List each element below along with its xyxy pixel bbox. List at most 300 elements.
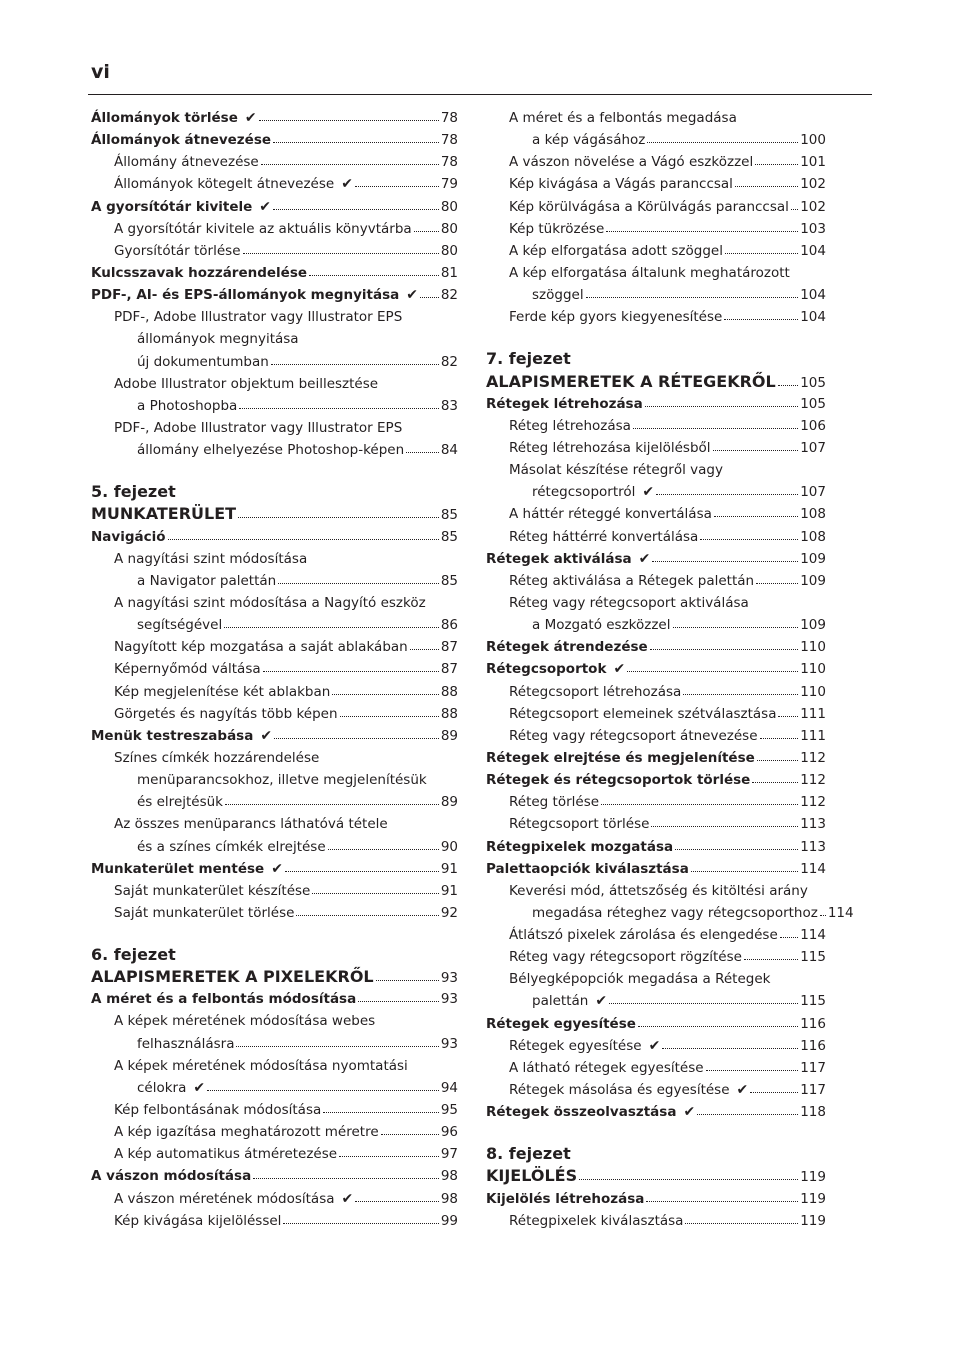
- dot-leader: [339, 1155, 439, 1157]
- dot-leader: [381, 1133, 439, 1135]
- toc-entry-text: Navigáció: [91, 528, 166, 545]
- toc-entry-text: Rétegcsoport törlése: [509, 816, 650, 833]
- toc-entry-text: Kép kivágása a Vágás paranccsal: [509, 176, 733, 193]
- page-number-ref: 85: [440, 528, 458, 545]
- toc-entry-line: [91, 791, 458, 813]
- dot-leader: [332, 693, 438, 695]
- toc-entry-line: [486, 1210, 826, 1232]
- toc-entry-line: [486, 1013, 826, 1035]
- toc-entry-line: [486, 415, 826, 437]
- toc-entry[interactable]: [486, 924, 826, 946]
- toc-entry[interactable]: [91, 129, 458, 151]
- toc-entry-line: [91, 218, 458, 240]
- page-number-ref: 117: [800, 1059, 826, 1076]
- dot-leader: [410, 648, 439, 650]
- chapter-title[interactable]: [486, 371, 826, 393]
- toc-entry-line: [91, 570, 458, 592]
- toc-entry[interactable]: [486, 703, 826, 725]
- toc-entry-text: PDF-, Adobe Illustrator vagy Illustrator EPS: [114, 309, 403, 326]
- page-number-ref: 109: [800, 550, 826, 567]
- chapter-label: 7. fejezet: [486, 349, 571, 369]
- page-number-ref: 100: [800, 132, 826, 149]
- page-number-ref: 98: [440, 1168, 458, 1185]
- page-number-ref: 91: [440, 882, 458, 899]
- dot-leader: [713, 449, 799, 451]
- toc-entry-line: [486, 306, 826, 328]
- toc-entry-line: [486, 218, 826, 240]
- toc-entry-text: Réteg vagy rétegcsoport aktiválása: [509, 594, 749, 611]
- page-number-ref: 119: [800, 1169, 826, 1186]
- page-number-ref: 115: [800, 993, 826, 1010]
- page-number-ref: 95: [440, 1102, 458, 1119]
- toc-entry[interactable]: [486, 196, 826, 218]
- toc-entry[interactable]: [486, 1101, 826, 1123]
- toc-entry-text: A látható rétegek egyesítése: [509, 1059, 704, 1076]
- toc-entry-text: A nagyítási szint módosítása: [114, 550, 308, 567]
- dot-leader: [376, 979, 439, 981]
- toc-entry[interactable]: [91, 1143, 458, 1165]
- page-number-ref: 84: [440, 442, 458, 459]
- page-number-ref: 111: [800, 727, 826, 744]
- page-number-ref: 109: [800, 572, 826, 589]
- toc-entry[interactable]: [486, 415, 826, 437]
- dot-leader: [340, 715, 439, 717]
- checkmark-icon: ✔: [341, 176, 353, 193]
- page-number-ref: 102: [800, 176, 826, 193]
- toc-entry[interactable]: [486, 747, 826, 769]
- toc-entry-text: Másolat készítése rétegről vagy: [509, 462, 723, 479]
- toc-entry[interactable]: [91, 880, 458, 902]
- toc-entry-text: A kép elforgatása általunk meghatározott: [509, 264, 790, 281]
- page-number-ref: 103: [800, 220, 826, 237]
- page-number-ref: 113: [800, 838, 826, 855]
- dot-leader: [673, 626, 799, 628]
- dot-leader: [274, 737, 439, 739]
- toc-entry-text: Rétegek aktiválása: [486, 550, 632, 567]
- page-number-ref: 104: [800, 242, 826, 259]
- toc-entry-text: PDF-, AI- és EPS-állományok megnyitása: [91, 287, 400, 304]
- page-number-ref: 93: [440, 1035, 458, 1052]
- toc-entry[interactable]: [486, 107, 826, 151]
- page-number-ref: 87: [440, 661, 458, 678]
- page-number-ref: 78: [440, 154, 458, 171]
- page-number: vi: [91, 61, 110, 83]
- toc-entry[interactable]: [91, 417, 458, 461]
- page-number-ref: 112: [800, 794, 826, 811]
- page-number-ref: 83: [440, 397, 458, 414]
- dot-leader: [253, 1177, 439, 1179]
- toc-entry[interactable]: [91, 284, 458, 306]
- page-number-ref: 114: [827, 904, 854, 921]
- toc-entry[interactable]: [91, 151, 458, 173]
- toc-entry-line: [486, 262, 826, 284]
- toc-entry-line: [91, 725, 458, 747]
- dot-leader: [263, 670, 439, 672]
- dot-leader: [780, 936, 798, 938]
- page-number-ref: 99: [440, 1212, 458, 1229]
- toc-entry-text: A nagyítási szint módosítása a Nagyító eszköz: [114, 594, 426, 611]
- toc-entry[interactable]: [486, 791, 826, 813]
- chapter-label: 5. fejezet: [91, 482, 176, 502]
- page-number-ref: 111: [800, 705, 826, 722]
- toc-entry-text: Rétegcsoport létrehozása: [509, 683, 682, 700]
- toc-entry-text: A gyorsítótár kivitele az aktuális könyvtárba: [114, 220, 412, 237]
- page-number-ref: 119: [800, 1212, 826, 1229]
- toc-entry[interactable]: [91, 858, 458, 880]
- toc-entry[interactable]: [486, 240, 826, 262]
- toc-entry-text: felhasználásra: [137, 1035, 235, 1052]
- toc-entry-text: Rétegek elrejtése és megjelenítése: [486, 749, 755, 766]
- toc-entry-text: Az összes menüparancs láthatóvá tétele: [114, 816, 388, 833]
- toc-entry[interactable]: [486, 725, 826, 747]
- page-number-ref: 105: [800, 395, 826, 412]
- checkmark-icon: ✔: [260, 727, 273, 744]
- toc-entry-line: [91, 880, 458, 902]
- toc-entry[interactable]: [486, 459, 826, 503]
- toc-entry[interactable]: [91, 306, 458, 372]
- chapter-title[interactable]: [91, 966, 458, 988]
- toc-entry[interactable]: [486, 836, 826, 858]
- toc-entry-text: Görgetés és nagyítás több képen: [114, 705, 338, 722]
- toc-entry[interactable]: [91, 173, 458, 195]
- toc-entry-line: [486, 658, 826, 680]
- page-number-ref: 89: [440, 794, 458, 811]
- checkmark-icon: ✔: [642, 484, 655, 501]
- toc-entry[interactable]: [486, 1035, 826, 1057]
- toc-entry-text: Nagyított kép mozgatása a saját ablakában: [114, 639, 408, 656]
- chapter-label: 6. fejezet: [91, 945, 176, 965]
- page-number-ref: 91: [440, 860, 458, 877]
- toc-entry-line: [486, 725, 826, 747]
- toc-entry-line: [91, 129, 458, 151]
- toc-entry[interactable]: [486, 570, 826, 592]
- dot-leader: [406, 451, 439, 453]
- toc-entry[interactable]: [91, 218, 458, 240]
- toc-entry[interactable]: [486, 526, 826, 548]
- toc-entry-line: [91, 107, 458, 129]
- toc-entry[interactable]: [91, 703, 458, 725]
- toc-entry-text: Réteg létrehozása kijelölésből: [509, 439, 711, 456]
- toc-entry-text: Munkaterület mentése: [91, 860, 265, 877]
- toc-entry-line: [486, 880, 826, 902]
- toc-entry-line: [486, 196, 826, 218]
- toc-entry-text: Saját munkaterület törlése: [114, 904, 295, 921]
- dot-leader: [168, 538, 439, 540]
- page-number-ref: 119: [800, 1190, 826, 1207]
- toc-entry[interactable]: [91, 1055, 458, 1099]
- page-number-ref: 96: [440, 1124, 458, 1141]
- toc-entry[interactable]: [486, 262, 826, 306]
- checkmark-icon: ✔: [271, 860, 283, 877]
- toc-entry-text: Réteg vagy rétegcsoport átnevezése: [509, 727, 758, 744]
- dot-leader: [225, 803, 439, 805]
- toc-entry-line: [486, 107, 826, 129]
- toc-entry-text: A kép automatikus átméretezése: [114, 1146, 338, 1163]
- toc-entry[interactable]: [91, 681, 458, 703]
- toc-entry-line: [486, 681, 826, 703]
- toc-entry[interactable]: [486, 218, 826, 240]
- toc-entry[interactable]: [91, 813, 458, 857]
- toc-entry-line: [91, 526, 458, 548]
- toc-entry[interactable]: [486, 173, 826, 195]
- toc-entry-line: [486, 459, 826, 481]
- dot-leader: [697, 1113, 798, 1115]
- toc-entry-line: [486, 858, 826, 880]
- toc-entry[interactable]: [486, 548, 826, 570]
- toc-entry-text: Keverési mód, áttetszőség és kitöltési arány: [509, 882, 808, 899]
- toc-entry[interactable]: [486, 306, 826, 328]
- dot-leader: [627, 670, 798, 672]
- toc-entry-line: [486, 151, 826, 173]
- toc-entry[interactable]: [486, 946, 826, 968]
- toc-entry-line: [486, 393, 826, 415]
- toc-entry[interactable]: [91, 1099, 458, 1121]
- toc-entry[interactable]: [91, 592, 458, 636]
- chapter-title-text: ALAPISMERETEK A PIXELEKRŐL: [91, 967, 374, 987]
- toc-entry[interactable]: [486, 592, 826, 636]
- toc-entry[interactable]: [486, 769, 826, 791]
- toc-entry[interactable]: [91, 107, 458, 129]
- dot-leader: [606, 230, 798, 232]
- page-number-ref: 88: [440, 705, 458, 722]
- page-number-ref: 93: [440, 970, 458, 987]
- page-number-ref: 108: [800, 528, 826, 545]
- chapter-title-text: MUNKATERÜLET: [91, 504, 237, 524]
- checkmark-icon: ✔: [648, 1037, 661, 1054]
- toc-entry[interactable]: [91, 262, 458, 284]
- dot-leader: [207, 1089, 439, 1091]
- dot-leader: [609, 1002, 798, 1004]
- toc-entry[interactable]: [91, 526, 458, 548]
- toc-entry-line: [486, 1101, 826, 1123]
- toc-entry-line: [91, 614, 458, 636]
- page-number-ref: 82: [440, 353, 458, 370]
- toc-entry[interactable]: [91, 1165, 458, 1187]
- toc-entry[interactable]: [91, 1010, 458, 1054]
- page-number-ref: 113: [800, 816, 826, 833]
- dot-leader: [714, 515, 798, 517]
- page-number-ref: 105: [800, 374, 826, 391]
- toc-entry-text: Kép kivágása kijelöléssel: [114, 1212, 282, 1229]
- toc-entry-text: PDF-, Adobe Illustrator vagy Illustrator EPS: [114, 419, 403, 436]
- page-number-ref: 78: [440, 132, 458, 149]
- toc-entry-line: [486, 284, 826, 306]
- toc-entry-line: [91, 988, 458, 1010]
- toc-entry-line: [91, 1143, 458, 1165]
- toc-entry[interactable]: [486, 1057, 826, 1079]
- page-number-ref: 92: [440, 904, 458, 921]
- page-number-ref: 116: [800, 1037, 826, 1054]
- toc-entry-text: megadása réteghez vagy rétegcsoporthoz: [532, 904, 818, 921]
- toc-entry[interactable]: [91, 548, 458, 592]
- toc-entry[interactable]: [486, 858, 826, 880]
- toc-entry[interactable]: [91, 658, 458, 680]
- toc-right-column: [486, 107, 854, 1232]
- toc-entry-line: [91, 1077, 458, 1099]
- toc-entry-text: Saját munkaterület készítése: [114, 882, 311, 899]
- dot-leader: [650, 648, 799, 650]
- toc-entry-line: [486, 791, 826, 813]
- toc-entry[interactable]: [91, 240, 458, 262]
- page-number-ref: 78: [440, 110, 458, 126]
- toc-entry-line: [486, 946, 826, 968]
- toc-entry[interactable]: [486, 681, 826, 703]
- dot-leader: [757, 759, 798, 761]
- toc-entry[interactable]: [486, 1079, 826, 1101]
- toc-entry[interactable]: [486, 880, 854, 924]
- toc-entry[interactable]: [486, 1210, 826, 1232]
- toc-entry-text: A vászon méretének módosítása: [114, 1190, 335, 1207]
- chapter-title[interactable]: [91, 503, 458, 525]
- page-number-ref: 107: [800, 439, 826, 456]
- dot-leader: [656, 493, 798, 495]
- dot-leader: [358, 1000, 439, 1002]
- toc-entry-line: [486, 1079, 826, 1101]
- toc-entry-line: [91, 681, 458, 703]
- chapter-title-text: ALAPISMERETEK A RÉTEGEKRŐL: [486, 371, 776, 391]
- dot-leader: [755, 163, 798, 165]
- toc-entry-text: A kép elforgatása adott szöggel: [509, 242, 723, 259]
- toc-entry-text: Rétegcsoportok: [486, 661, 607, 678]
- dot-leader: [309, 274, 439, 276]
- toc-entry-text: szöggel: [532, 287, 584, 304]
- toc-entry-text: segítségével: [137, 617, 223, 634]
- toc-entry[interactable]: [486, 813, 826, 835]
- chapter-title-text: KIJELÖLÉS: [486, 1166, 578, 1186]
- page-number-ref: 114: [800, 927, 826, 944]
- dot-leader: [296, 914, 438, 916]
- toc-entry-line: [91, 328, 458, 350]
- toc-entry-text: Állomány átnevezése: [114, 154, 259, 171]
- toc-entry-line: [486, 437, 826, 459]
- toc-entry-text: Kép körülvágása a Körülvágás paranccsal: [509, 198, 789, 215]
- page-number-ref: 114: [800, 860, 826, 877]
- toc-entry-text: a Photoshopba: [137, 397, 238, 414]
- toc-entry[interactable]: [486, 393, 826, 415]
- page-number-ref: 88: [440, 683, 458, 700]
- toc-entry[interactable]: [91, 373, 458, 417]
- toc-entry[interactable]: [486, 437, 826, 459]
- toc-entry[interactable]: [486, 968, 826, 1012]
- toc-entry-line: [91, 548, 458, 570]
- toc-entry-text: Gyorsítótár törlése: [114, 242, 241, 259]
- dot-leader: [724, 318, 798, 320]
- toc-entry[interactable]: [486, 1188, 826, 1210]
- dot-leader: [820, 914, 826, 916]
- checkmark-icon: ✔: [193, 1079, 206, 1096]
- page-number-ref: 110: [800, 661, 826, 678]
- dot-leader: [312, 892, 438, 894]
- dot-leader: [756, 582, 798, 584]
- toc-entry-line: [91, 1010, 458, 1032]
- toc-entry-line: [486, 526, 826, 548]
- dot-leader: [778, 384, 799, 386]
- toc-entry[interactable]: [91, 1188, 458, 1210]
- toc-left-column: [91, 107, 458, 1232]
- toc-entry[interactable]: [486, 658, 826, 680]
- toc-entry-line: [486, 570, 826, 592]
- page-number-ref: 81: [440, 264, 458, 281]
- toc-entry-text: Állományok átnevezése: [91, 132, 272, 149]
- toc-entry-text: Színes címkék hozzárendelése: [114, 749, 320, 766]
- toc-entry-line: [486, 769, 826, 791]
- page-number-ref: 102: [800, 198, 826, 215]
- toc-entry-text: Állományok kötegelt átnevezése: [114, 176, 335, 193]
- toc-entry-line: [486, 836, 826, 858]
- toc-entry[interactable]: [486, 636, 826, 658]
- toc-entry-text: és elrejtésük: [137, 794, 224, 811]
- toc-entry-text: Kijelölés létrehozása: [486, 1190, 645, 1207]
- page-number-ref: 107: [800, 484, 826, 501]
- dot-leader: [243, 252, 439, 254]
- toc-entry[interactable]: [486, 503, 826, 525]
- dot-leader: [271, 363, 439, 365]
- toc-entry-line: [91, 592, 458, 614]
- toc-entry-text: Réteg létrehozása: [509, 417, 631, 434]
- toc-entry-line: [91, 1099, 458, 1121]
- page-number-ref: 109: [800, 617, 826, 634]
- toc-entry[interactable]: [91, 1210, 458, 1232]
- dot-leader: [261, 163, 439, 165]
- toc-entry-line: [486, 592, 826, 614]
- dot-leader: [239, 407, 438, 409]
- chapter-title[interactable]: [486, 1165, 826, 1187]
- toc-entry-text: Képernyőmód váltása: [114, 661, 261, 678]
- toc-entry-line: [486, 503, 826, 525]
- dot-leader: [683, 693, 798, 695]
- toc-entry[interactable]: [91, 1121, 458, 1143]
- toc-entry[interactable]: [486, 1013, 826, 1035]
- toc-entry-line: [91, 351, 458, 373]
- page-number-ref: 94: [440, 1079, 458, 1096]
- toc-entry-text: A vászon növelése a Vágó eszközzel: [509, 154, 754, 171]
- toc-entry-line: [486, 990, 826, 1012]
- toc-entry-text: a Mozgató eszközzel: [532, 617, 671, 634]
- page-number-ref: 108: [800, 506, 826, 523]
- toc-entry-text: állományok megnyitása: [137, 331, 299, 348]
- toc-entry[interactable]: [91, 988, 458, 1010]
- dot-leader: [586, 296, 799, 298]
- toc-entry-text: és a színes címkék elrejtése: [137, 838, 326, 855]
- toc-entry-text: Kulcsszavak hozzárendelése: [91, 264, 308, 281]
- toc-entry-line: [91, 173, 458, 195]
- dot-leader: [791, 208, 798, 210]
- toc-entry-line: [486, 636, 826, 658]
- toc-entry-line: [91, 1210, 458, 1232]
- toc-entry-text: célokra: [137, 1079, 187, 1096]
- dot-leader: [662, 1047, 798, 1049]
- toc-entry[interactable]: [91, 902, 458, 924]
- page-number-ref: 112: [800, 772, 826, 789]
- toc-entry-text: Rétegek összeolvasztása: [486, 1104, 677, 1121]
- toc-entry[interactable]: [91, 196, 458, 218]
- dot-leader: [652, 560, 798, 562]
- dot-leader: [725, 252, 798, 254]
- dot-leader: [355, 1200, 439, 1202]
- toc-entry-line: [91, 1165, 458, 1187]
- toc-entry[interactable]: [91, 747, 458, 813]
- toc-entry-text: rétegcsoportról: [532, 484, 636, 501]
- dot-leader: [647, 141, 798, 143]
- page-number-ref: 118: [800, 1104, 826, 1121]
- toc-entry-line: [91, 836, 458, 858]
- toc-entry-text: Rétegek egyesítése: [509, 1037, 642, 1054]
- toc-entry-text: Menük testreszabása: [91, 727, 254, 744]
- dot-leader: [414, 230, 439, 232]
- toc-entry[interactable]: [486, 151, 826, 173]
- toc-entry[interactable]: [91, 725, 458, 747]
- toc-entry[interactable]: [91, 636, 458, 658]
